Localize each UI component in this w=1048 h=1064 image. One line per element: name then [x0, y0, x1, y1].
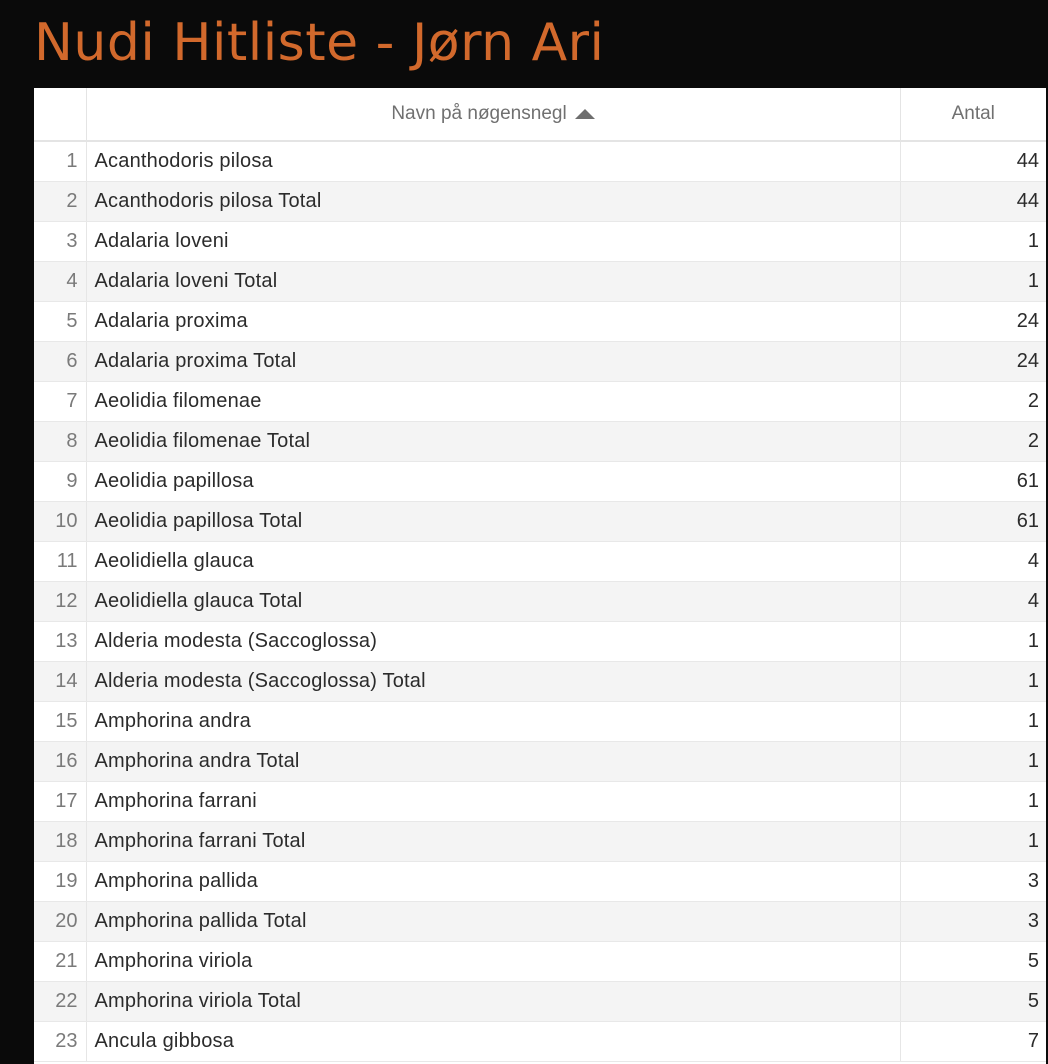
count-cell[interactable]: 2 [900, 422, 1046, 462]
row-number: 21 [34, 942, 86, 982]
row-number: 10 [34, 502, 86, 542]
row-number: 9 [34, 462, 86, 502]
species-name-cell[interactable]: Aeolidia papillosa [86, 462, 900, 502]
row-number: 5 [34, 302, 86, 342]
species-name-cell[interactable]: Amphorina viriola [86, 942, 900, 982]
row-number: 23 [34, 1022, 86, 1062]
species-name-cell[interactable]: Amphorina farrani Total [86, 822, 900, 862]
table-row[interactable] [34, 462, 1046, 502]
row-number: 6 [34, 342, 86, 382]
species-name-cell[interactable]: Alderia modesta (Saccoglossa) Total [86, 662, 900, 702]
row-number: 12 [34, 582, 86, 622]
row-number: 17 [34, 782, 86, 822]
header-row-number [34, 88, 86, 141]
count-cell[interactable]: 24 [900, 342, 1046, 382]
species-name-cell[interactable]: Adalaria proxima [86, 302, 900, 342]
row-number: 18 [34, 822, 86, 862]
species-name-cell[interactable]: Adalaria loveni Total [86, 262, 900, 302]
species-name-cell[interactable]: Aeolidiella glauca Total [86, 582, 900, 622]
count-cell[interactable]: 5 [900, 942, 1046, 982]
species-name-cell[interactable]: Ancula gibbosa [86, 1022, 900, 1062]
table-row[interactable] [34, 262, 1046, 302]
count-cell[interactable]: 7 [900, 1022, 1046, 1062]
table-header-row [34, 88, 1046, 141]
table-row[interactable] [34, 742, 1046, 782]
row-number: 13 [34, 622, 86, 662]
count-cell[interactable]: 44 [900, 141, 1046, 182]
table-row[interactable] [34, 862, 1046, 902]
count-cell[interactable]: 1 [900, 782, 1046, 822]
table-body [34, 141, 1046, 1062]
table-row[interactable] [34, 141, 1046, 182]
row-number: 3 [34, 222, 86, 262]
species-name-cell[interactable]: Acanthodoris pilosa Total [86, 182, 900, 222]
count-cell[interactable]: 5 [900, 982, 1046, 1022]
species-table [34, 88, 1046, 1062]
header-count-label[interactable]: Antal [951, 103, 995, 124]
row-number: 20 [34, 902, 86, 942]
header-count-column[interactable] [900, 88, 1046, 141]
table-row[interactable] [34, 982, 1046, 1022]
species-name-cell[interactable]: Amphorina pallida Total [86, 902, 900, 942]
count-cell[interactable]: 1 [900, 662, 1046, 702]
count-cell[interactable]: 4 [900, 542, 1046, 582]
table-row[interactable] [34, 502, 1046, 542]
count-cell[interactable]: 1 [900, 702, 1046, 742]
table-row[interactable] [34, 182, 1046, 222]
species-name-cell[interactable]: Acanthodoris pilosa [86, 141, 900, 182]
species-name-cell[interactable]: Amphorina pallida [86, 862, 900, 902]
table-row[interactable] [34, 302, 1046, 342]
species-name-cell[interactable]: Aeolidia filomenae [86, 382, 900, 422]
table-row[interactable] [34, 542, 1046, 582]
row-number: 1 [34, 141, 86, 182]
species-name-cell[interactable]: Aeolidia papillosa Total [86, 502, 900, 542]
count-cell[interactable]: 4 [900, 582, 1046, 622]
count-cell[interactable]: 3 [900, 902, 1046, 942]
species-name-cell[interactable]: Alderia modesta (Saccoglossa) [86, 622, 900, 662]
count-cell[interactable]: 1 [900, 262, 1046, 302]
count-cell[interactable]: 1 [900, 742, 1046, 782]
table-row[interactable] [34, 782, 1046, 822]
species-name-cell[interactable]: Adalaria loveni [86, 222, 900, 262]
table-row[interactable] [34, 582, 1046, 622]
row-number: 7 [34, 382, 86, 422]
species-name-cell[interactable]: Amphorina viriola Total [86, 982, 900, 1022]
species-name-cell[interactable]: Aeolidia filomenae Total [86, 422, 900, 462]
row-number: 19 [34, 862, 86, 902]
row-number: 15 [34, 702, 86, 742]
row-number: 16 [34, 742, 86, 782]
species-name-cell[interactable]: Amphorina farrani [86, 782, 900, 822]
header-name-label[interactable]: Navn på nøgensnegl [391, 103, 567, 124]
species-name-cell[interactable]: Aeolidiella glauca [86, 542, 900, 582]
table-row[interactable] [34, 822, 1046, 862]
row-number: 4 [34, 262, 86, 302]
row-number: 11 [34, 542, 86, 582]
page-title: Nudi Hitliste - Jørn Ari [34, 13, 605, 73]
table-row[interactable] [34, 622, 1046, 662]
count-cell[interactable]: 61 [900, 462, 1046, 502]
table-row[interactable] [34, 662, 1046, 702]
table-row[interactable] [34, 382, 1046, 422]
count-cell[interactable]: 44 [900, 182, 1046, 222]
count-cell[interactable]: 24 [900, 302, 1046, 342]
species-name-cell[interactable]: Amphorina andra [86, 702, 900, 742]
row-number: 22 [34, 982, 86, 1022]
count-cell[interactable]: 1 [900, 822, 1046, 862]
header-name-column[interactable] [86, 88, 900, 141]
row-number: 8 [34, 422, 86, 462]
table-row[interactable] [34, 422, 1046, 462]
data-table [34, 88, 1046, 1064]
table-row[interactable] [34, 902, 1046, 942]
table-row[interactable] [34, 222, 1046, 262]
count-cell[interactable]: 1 [900, 622, 1046, 662]
table-row[interactable] [34, 942, 1046, 982]
table-row[interactable] [34, 1022, 1046, 1062]
sort-up-icon[interactable] [575, 109, 595, 119]
count-cell[interactable]: 3 [900, 862, 1046, 902]
table-row[interactable] [34, 342, 1046, 382]
table-row[interactable] [34, 702, 1046, 742]
count-cell[interactable]: 2 [900, 382, 1046, 422]
species-name-cell[interactable]: Amphorina andra Total [86, 742, 900, 782]
count-cell[interactable]: 61 [900, 502, 1046, 542]
species-name-cell[interactable]: Adalaria proxima Total [86, 342, 900, 382]
count-cell[interactable]: 1 [900, 222, 1046, 262]
row-number: 2 [34, 182, 86, 222]
row-number: 14 [34, 662, 86, 702]
